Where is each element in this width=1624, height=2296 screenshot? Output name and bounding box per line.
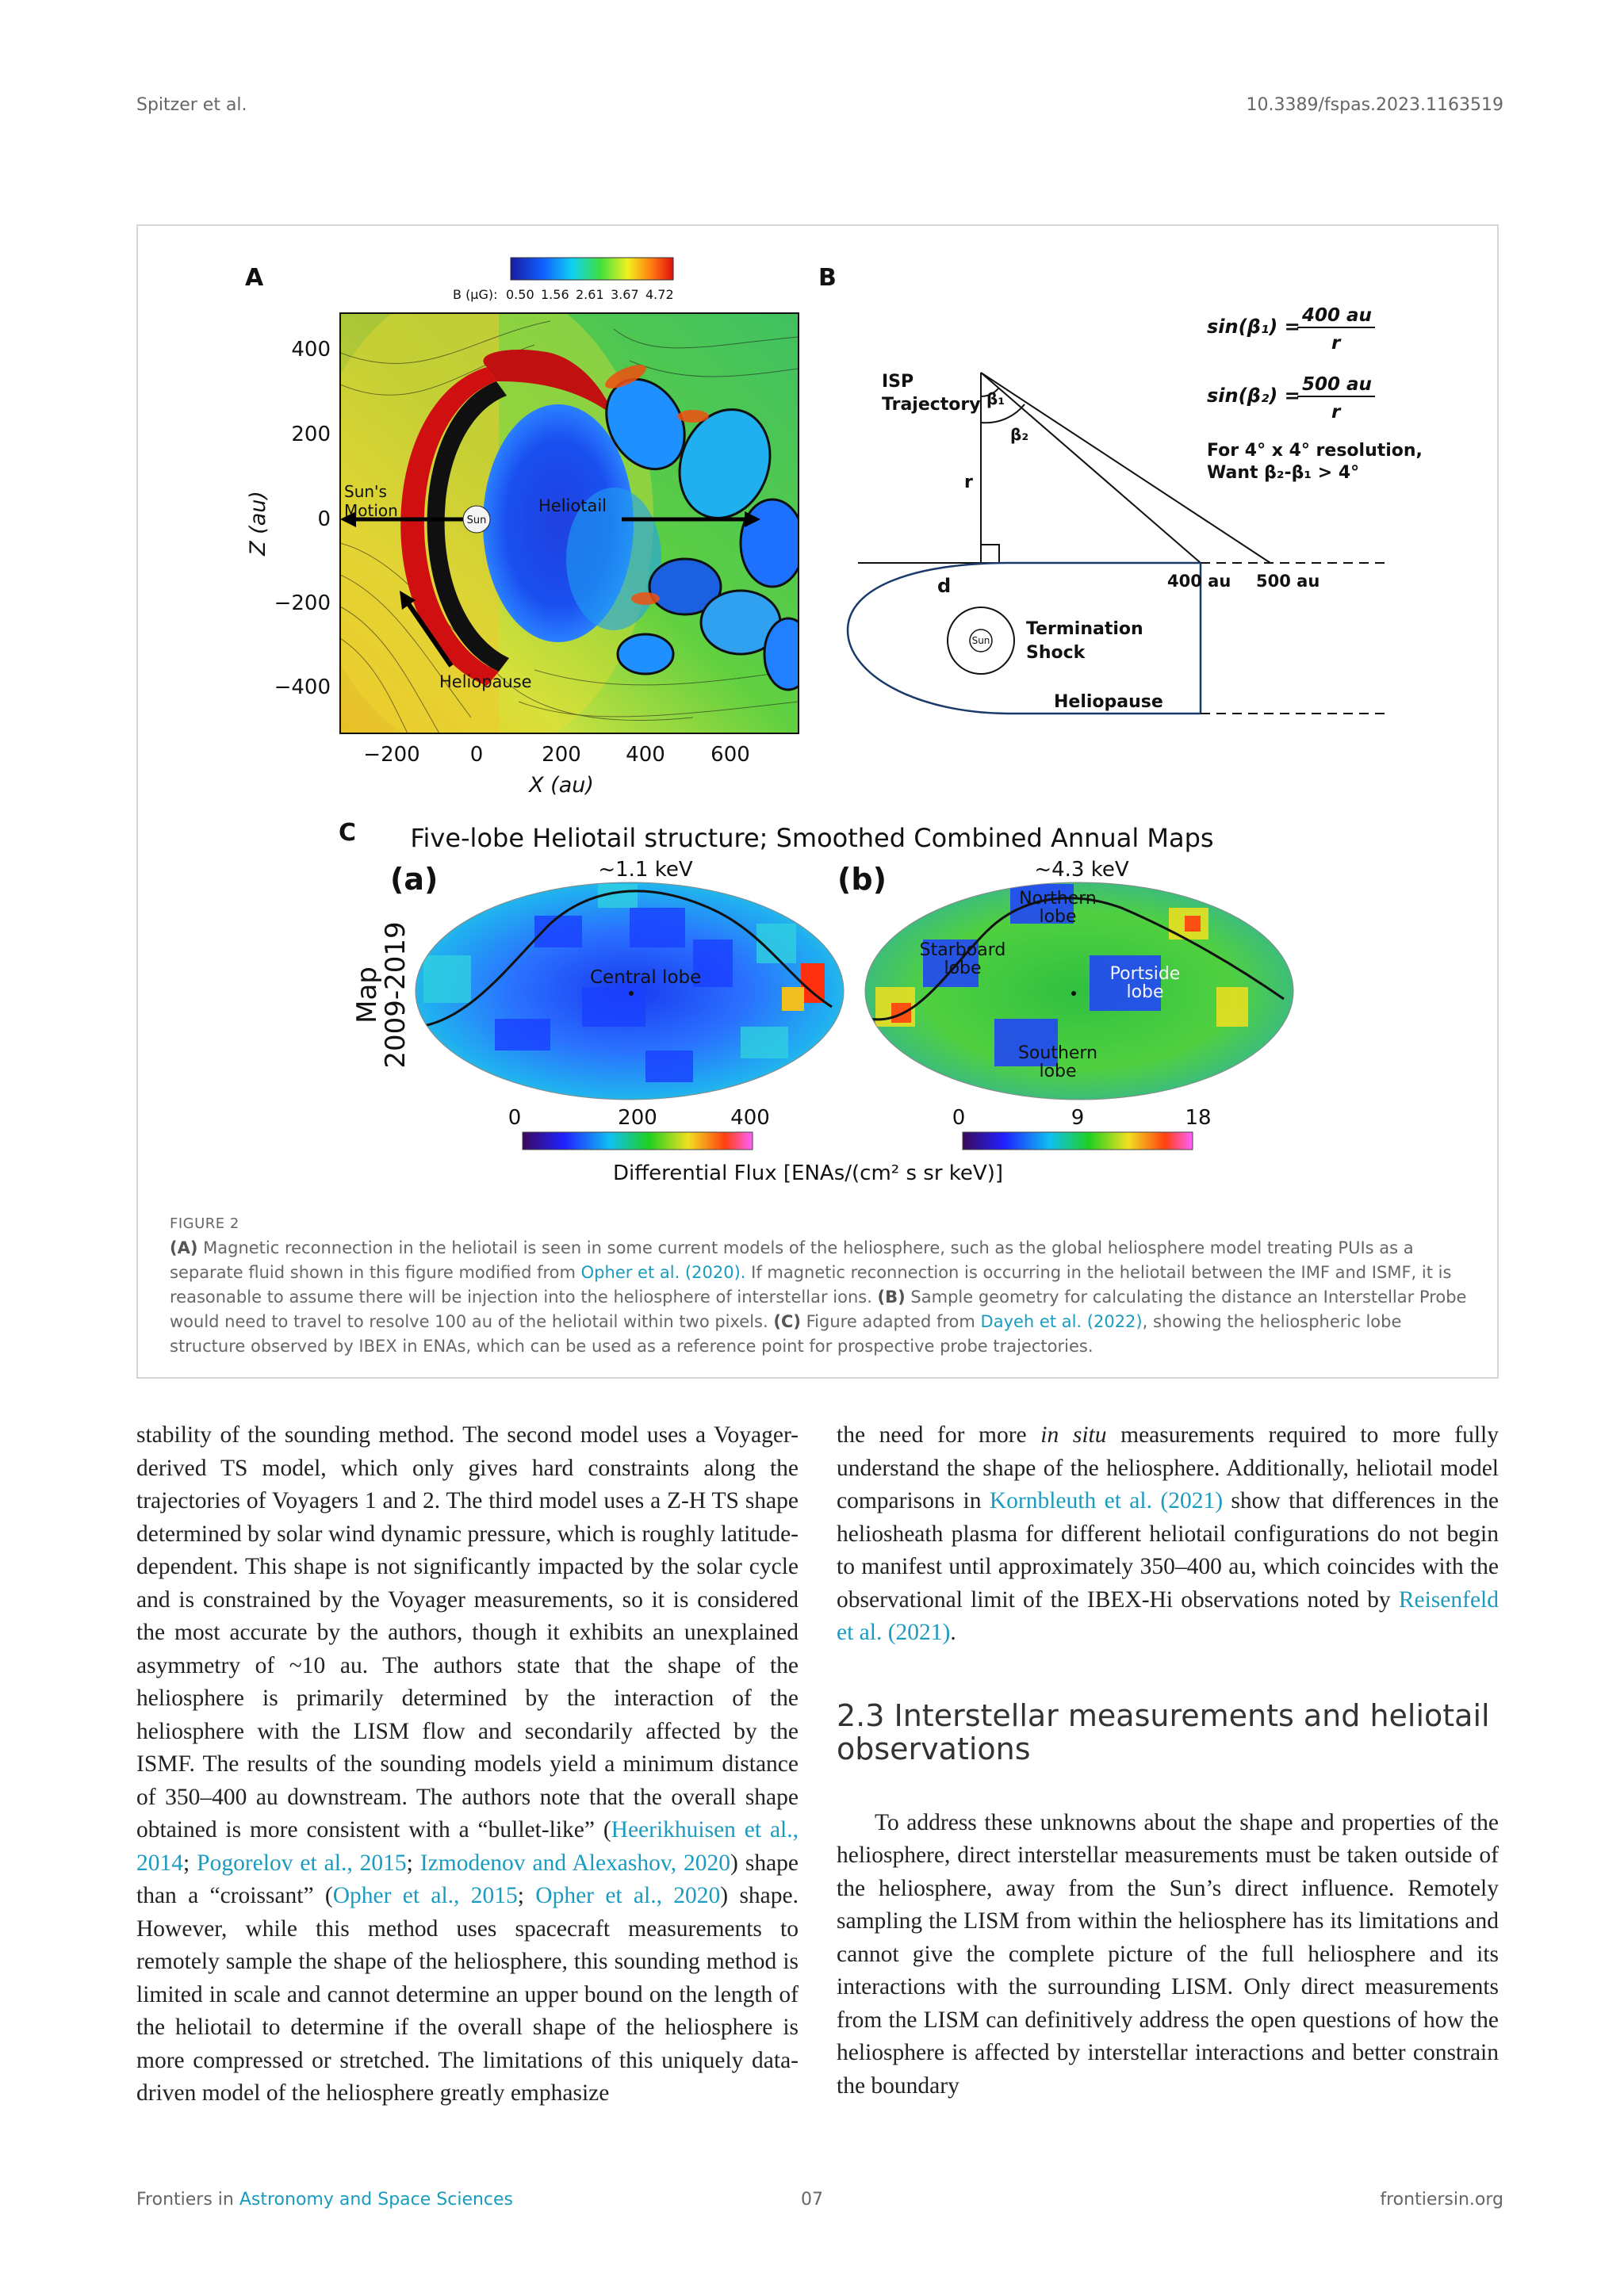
ytick: −200 bbox=[274, 591, 331, 615]
citation-link[interactable]: Dayeh et al. (2022) bbox=[980, 1312, 1143, 1331]
map-a-skymap bbox=[416, 882, 844, 1100]
panel-a-xticks bbox=[363, 743, 750, 767]
resolution-note: For 4° x 4° resolution, bbox=[1207, 441, 1423, 461]
footer-journal bbox=[136, 2190, 513, 2210]
termination-shock-label: Termination bbox=[1026, 619, 1143, 639]
panel-a-colorbar-tick: 4.72 bbox=[645, 287, 674, 302]
body-paragraph bbox=[837, 1419, 1499, 1650]
body-paragraph bbox=[136, 1419, 799, 2110]
sun-label: Sun bbox=[971, 635, 990, 646]
figure-caption bbox=[170, 1211, 1470, 1359]
caption-b-label: (B) bbox=[877, 1288, 906, 1307]
caption-text: Sample geometry for calculating the distance an Interstellar Probe would need to travel to resolve 100 au of the heliotail within two pixels. bbox=[170, 1288, 1467, 1331]
xtick: 400 bbox=[626, 743, 665, 767]
map-b-tag: (b) bbox=[837, 862, 887, 897]
body-text: ) shape than a “croissant” ( bbox=[136, 1850, 799, 1908]
right-column bbox=[837, 1419, 1499, 2103]
page-number: 07 bbox=[801, 2190, 823, 2210]
equation-1-numerator: 400 au bbox=[1302, 305, 1372, 326]
panel-a-colorbar-tick: 0.50 bbox=[506, 287, 534, 302]
colorbar-tick: 18 bbox=[1185, 1106, 1212, 1130]
citation-link[interactable]: Opher et al. (2020). bbox=[580, 1263, 746, 1282]
southern-lobe-label: lobe bbox=[1039, 1062, 1077, 1081]
colorbar-tick: 9 bbox=[1071, 1106, 1085, 1130]
ytick: −400 bbox=[274, 675, 331, 699]
starboard-lobe-label: lobe bbox=[944, 959, 982, 978]
panel-a-colorbar-tick: 1.56 bbox=[541, 287, 569, 302]
body-text: the need for more bbox=[837, 1422, 1041, 1448]
body-text: . bbox=[950, 1620, 956, 1645]
map-a-center-marker bbox=[629, 991, 634, 996]
running-header-doi[interactable]: 10.3389/fspas.2023.1163519 bbox=[1246, 95, 1503, 115]
northern-lobe-label: lobe bbox=[1039, 907, 1077, 927]
equation-2-denominator: r bbox=[1331, 402, 1341, 423]
figure-label: FIGURE 2 bbox=[170, 1215, 239, 1232]
panel-a-colorbar bbox=[511, 258, 673, 280]
ytick: 400 bbox=[291, 338, 331, 362]
caption-text: , showing the heliospheric lobe structure observed by IBEX in ENAs, which can be used as a reference point for prospective probe trajectories. bbox=[170, 1312, 1402, 1356]
panel-a-xlabel: X (au) bbox=[529, 773, 594, 798]
body-text: show that differences in the heliosheath plasma for different heliotail configurations do not begin to manifest until approximately 350–400 au, which coincides with the observational limit of the IBEX-Hi observations noted by bbox=[837, 1488, 1499, 1613]
footer-journal-prefix: Frontiers in bbox=[136, 2190, 239, 2210]
resolution-note: Want β₂-β₁ > 4° bbox=[1207, 463, 1360, 483]
panel-b-labels bbox=[882, 372, 1320, 712]
d-label: d bbox=[937, 575, 952, 597]
panel-b-geometry bbox=[848, 373, 1391, 714]
portside-lobe-label: Portside bbox=[1109, 964, 1181, 984]
section-heading: 2.3 Interstellar measurements and heliotail observations bbox=[837, 1697, 1490, 1766]
suns-motion-label: Motion bbox=[344, 501, 398, 520]
map-a-energy: ~1.1 keV bbox=[598, 858, 693, 882]
panel-a-ylabel: Z (au) bbox=[246, 491, 270, 556]
site-link[interactable]: frontiersin.org bbox=[1380, 2190, 1503, 2210]
southern-lobe-label: Southern bbox=[1017, 1043, 1098, 1063]
ytick: 200 bbox=[291, 423, 331, 446]
journal-link[interactable]: Astronomy and Space Sciences bbox=[239, 2190, 514, 2210]
body-paragraph: To address these unknowns about the shape and properties of the heliosphere, direct interstellar measurements must be taken outside of the heliosphere, away from the Sun’s direct influence. Remotely sampling the LISM from within the heliosphere has its limitations and cannot give the complete picture of the full heliosphere and its interactions with the surrounding LISM. Only direct measurements from the LISM can definitively address the open questions of how the heliosphere is affected by interstellar interactions and better constrain the boundary bbox=[837, 1809, 1499, 2099]
map-b-colorbar bbox=[963, 1132, 1193, 1150]
citation-link[interactable]: Izmodenov and Alexashov, 2020 bbox=[419, 1850, 731, 1876]
caption-c-label: (C) bbox=[773, 1312, 801, 1331]
left-column bbox=[136, 1419, 799, 2110]
map-a-colorbar bbox=[523, 1132, 753, 1150]
sun-label: Sun bbox=[466, 515, 487, 526]
body-text: stability of the sounding method. The second model uses a Voyager-derived TS model, which only gives hard constraints along the trajectories of Voyagers 1 and 2. The third model uses a Z-H TS shape determined by solar wind dynamic pressure, which is roughly latitude-dependent. This shape is not significantly impacted by the solar cycle and is constrained by the Voyager measurements, so it is considered the most accurate by the authors, though it exhibits an unexplained asymmetry of ~10 au. The authors state that the shape of the heliosphere is primarily determined by the interaction of the heliosphere with the LISM flow and secondarily affected by the ISMF. The results of the sounding models yield a minimum distance of 350–400 au downstream. The authors note that the overall shape obtained is more consistent with a “bullet-like” ( bbox=[136, 1422, 799, 1843]
panel-c-side-label: 2009-2019 bbox=[380, 921, 412, 1069]
map-b-center-marker bbox=[1071, 991, 1076, 996]
panel-c-side-label: Map bbox=[351, 966, 383, 1024]
r-label: r bbox=[964, 473, 973, 492]
northern-lobe-label: Northern bbox=[1019, 889, 1097, 909]
map-a-colorbar-ticks bbox=[508, 1106, 770, 1130]
map-a-tag: (a) bbox=[390, 862, 439, 897]
citation-link[interactable]: Kornbleuth et al. (2021) bbox=[989, 1488, 1224, 1513]
panel-a-yticks bbox=[274, 338, 331, 699]
colorbar-tick: 0 bbox=[952, 1106, 966, 1130]
heliopause-label: Heliopause bbox=[1054, 692, 1163, 712]
starboard-lobe-label: Starboard bbox=[919, 940, 1006, 960]
panel-a-colorbar-label: B (μG): bbox=[453, 287, 498, 302]
body-text-emphasis: in situ bbox=[1040, 1422, 1107, 1448]
ytick: 0 bbox=[317, 507, 331, 531]
suns-motion-label: Sun's bbox=[344, 482, 387, 501]
body-text: ; bbox=[406, 1850, 420, 1876]
body-text: ; bbox=[183, 1850, 197, 1876]
colorbar-tick: 200 bbox=[618, 1106, 657, 1130]
citation-link[interactable]: Reisenfeld et al. (2021) bbox=[837, 1586, 1499, 1645]
body-text: ; bbox=[517, 1883, 536, 1908]
citation-link[interactable]: Heerikhuisen et al., 2014 bbox=[136, 1817, 799, 1876]
central-lobe-label: Central lobe bbox=[590, 967, 702, 988]
isp-label: Trajectory bbox=[882, 395, 981, 415]
beta2-label: β₂ bbox=[1010, 425, 1029, 444]
panel-a-colorbar-tick: 3.67 bbox=[611, 287, 639, 302]
colorbar-tick: 400 bbox=[730, 1106, 770, 1130]
figure-artwork bbox=[138, 226, 1497, 1201]
equation-1-lhs: sin(β₁) = bbox=[1207, 316, 1300, 338]
panel-a-colorbar-tick: 2.61 bbox=[576, 287, 604, 302]
caption-a-label: (A) bbox=[170, 1238, 198, 1257]
colorbar-tick: 0 bbox=[508, 1106, 522, 1130]
panel-a-label: A bbox=[245, 264, 264, 292]
distance-400-label: 400 au bbox=[1167, 572, 1231, 591]
panel-b-equations bbox=[1207, 305, 1423, 483]
xtick: 600 bbox=[710, 743, 750, 767]
caption-text: Magnetic reconnection in the heliotail is seen in some current models of the heliosphere, such as the global heliosphere model treating PUIs as a separate fluid shown in this figure modified from bbox=[170, 1238, 1414, 1282]
body-text: measurements required to more fully understand the shape of the heliosphere. Additionally, heliotail model comparisons in bbox=[837, 1422, 1499, 1513]
xtick: 200 bbox=[542, 743, 581, 767]
isp-label: ISP bbox=[882, 372, 914, 392]
running-header-authors: Spitzer et al. bbox=[136, 95, 247, 115]
citation-link[interactable]: Pogorelov et al., 2015 bbox=[197, 1850, 407, 1876]
citation-link[interactable]: Opher et al., 2015 bbox=[332, 1883, 518, 1908]
map-b-energy: ~4.3 keV bbox=[1034, 858, 1129, 882]
caption-text: Figure adapted from bbox=[800, 1312, 981, 1331]
caption-text: If magnetic reconnection is occurring in the heliotail between the IMF and ISMF, it is reasonable to assume there will be injection into the heliosphere of interstellar ions. bbox=[170, 1263, 1452, 1307]
distance-500-label: 500 au bbox=[1256, 572, 1320, 591]
termination-shock-label: Shock bbox=[1026, 643, 1086, 663]
equation-2-numerator: 500 au bbox=[1302, 374, 1372, 395]
flux-axis-label: Differential Flux [ENAs/(cm² s sr keV)] bbox=[613, 1161, 1003, 1185]
body-text: ) shape. However, while this method uses spacecraft measurements to remotely sample the shape of the heliosphere, this sounding method is limited in scale and cannot determine an upper bound on the length of the heliotail to determine if the overall shape of the heliosphere is more compressed or stretched. The limitations of this uniquely data-driven model of the heliosphere greatly emphasize bbox=[136, 1883, 799, 2106]
panel-c-title: Five-lobe Heliotail structure; Smoothed Combined Annual Maps bbox=[410, 823, 1214, 853]
citation-link[interactable]: Opher et al., 2020 bbox=[535, 1883, 721, 1908]
xtick: 0 bbox=[469, 743, 484, 767]
map-b-skymap bbox=[865, 882, 1293, 1100]
equation-2-lhs: sin(β₂) = bbox=[1207, 385, 1300, 407]
panel-c-label: C bbox=[339, 819, 357, 847]
heliotail-label: Heliotail bbox=[538, 496, 607, 515]
equation-1-denominator: r bbox=[1331, 333, 1341, 354]
beta1-label: β₁ bbox=[986, 389, 1005, 408]
portside-lobe-label: lobe bbox=[1126, 982, 1164, 1002]
xtick: −200 bbox=[363, 743, 420, 767]
panel-b-label: B bbox=[818, 264, 837, 292]
figure-2 bbox=[136, 224, 1499, 1379]
map-b-colorbar-ticks bbox=[952, 1106, 1212, 1130]
heliopause-label: Heliopause bbox=[439, 672, 532, 691]
